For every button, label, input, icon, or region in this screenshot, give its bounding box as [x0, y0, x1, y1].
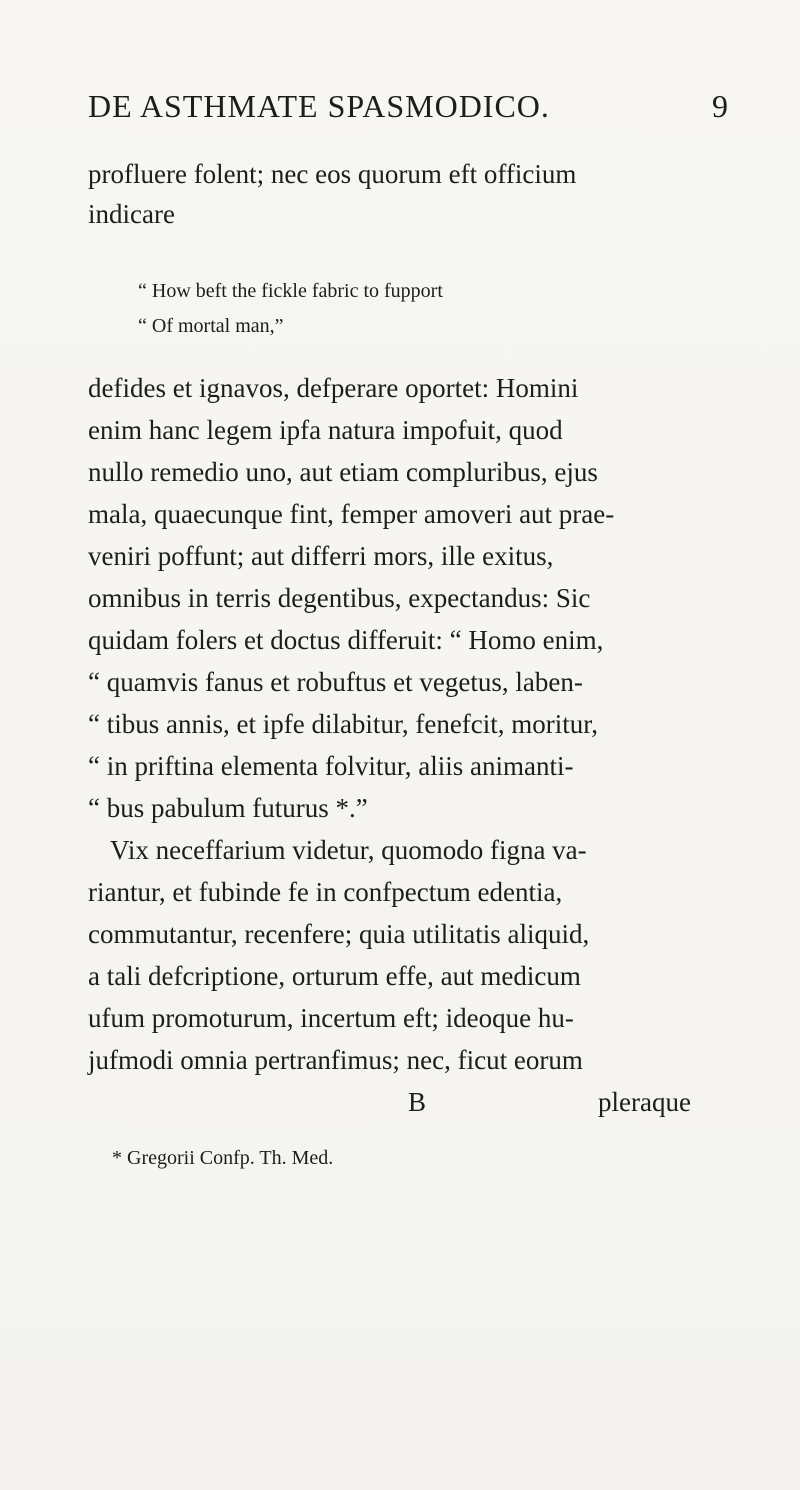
running-title: DE ASTHMATE SPASMODICO. — [88, 88, 550, 124]
page-header — [88, 88, 728, 128]
page-number: 9 — [712, 88, 728, 124]
text-line: Vix neceffarium videtur, quomodo figna va- — [110, 835, 587, 865]
text-line: jufmodi omnia pertranfimus; nec, ficut eorum — [88, 1045, 583, 1075]
text-line: riantur, et fubinde fe in confpectum edentia, — [88, 877, 563, 907]
text-line: veniri poffunt; aut differri mors, ille exitus, — [88, 541, 554, 571]
catchword: pleraque — [598, 1087, 691, 1117]
text-line: quidam folers et doctus differuit: “ Homo enim, — [88, 625, 604, 655]
signature-mark: B — [408, 1087, 427, 1117]
text-line: enim hanc legem ipfa natura impofuit, quod — [88, 415, 563, 445]
text-line: defides et ignavos, defperare oportet: Homini — [88, 373, 579, 403]
text-line: omnibus in terris degentibus, expectandus: Sic — [88, 583, 591, 613]
verse-quote-line: “ Of mortal man,” — [138, 315, 284, 337]
text-line: “ bus pabulum futurus *.” — [88, 793, 368, 823]
footnote: * Gregorii Confp. Th. Med. — [112, 1147, 334, 1169]
text-line: commutantur, recenfere; quia utilitatis aliquid, — [88, 919, 590, 949]
text-line: profluere folent; nec eos quorum eft officium — [88, 159, 577, 189]
text-line: mala, quaecunque fint, femper amoveri aut prae- — [88, 499, 615, 529]
text-line: indicare — [88, 199, 175, 229]
text-line: nullo remedio uno, aut etiam compluribus, ejus — [88, 457, 598, 487]
text-line: a tali defcriptione, orturum effe, aut medicum — [88, 961, 581, 991]
verse-quote-line: “ How beft the fickle fabric to fupport — [138, 280, 443, 302]
text-line: ufum promoturum, incertum eft; ideoque hu- — [88, 1003, 574, 1033]
text-line: “ in priftina elementa folvitur, aliis animanti- — [88, 751, 574, 781]
text-line: “ tibus annis, et ipfe dilabitur, fenefcit, moritur, — [88, 709, 598, 739]
text-line: “ quamvis fanus et robuftus et vegetus, laben- — [88, 667, 583, 697]
